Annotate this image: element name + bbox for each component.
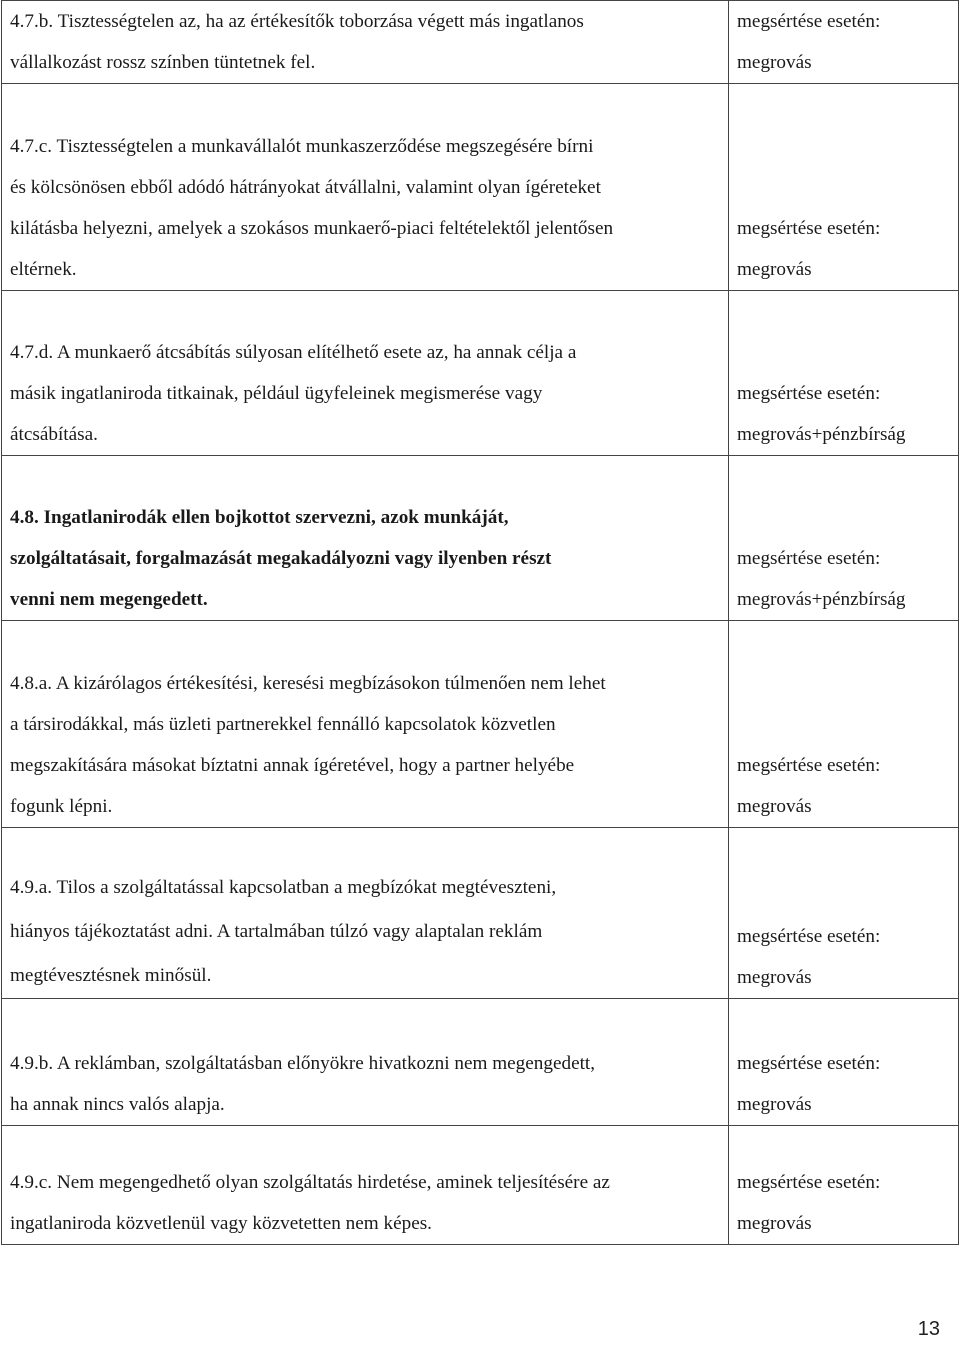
- rule-description: [2, 84, 729, 291]
- rule-text-line: ingatlaniroda közvetlenül vagy közvetetten nem képes.: [10, 1213, 432, 1234]
- rule-text-line: 4.9.a. Tilos a szolgáltatással kapcsolatban a megbízókat megtéveszteni,: [10, 877, 557, 898]
- penalty-value: megrovás: [737, 1213, 812, 1234]
- rule-text-line: kilátásba helyezni, amelyek a szokásos munkaerő-piaci feltételektől jelentősen: [10, 218, 614, 239]
- penalty-value: megrovás+pénzbírság: [737, 424, 906, 445]
- rule-row-4-9-c: [2, 1126, 959, 1245]
- rule-text-line: 4.7.d. A munkaerő átcsábítás súlyosan elítélhető esete az, ha annak célja a: [10, 342, 577, 363]
- rule-description: [2, 621, 729, 828]
- penalty-label: megsértése esetén:: [737, 1053, 881, 1074]
- penalty-label: megsértése esetén:: [737, 1172, 881, 1193]
- penalty-label: megsértése esetén:: [737, 383, 881, 404]
- rule-row-4-7-b: [2, 1, 959, 84]
- rule-description: [2, 1126, 729, 1245]
- penalty-cell: [729, 456, 959, 621]
- rule-text-line: és kölcsönösen ebből adódó hátrányokat átvállalni, valamint olyan ígéreteket: [10, 177, 601, 198]
- rule-text-line: 4.7.b. Tisztességtelen az, ha az értékesítők toborzása végett más ingatlanos: [10, 11, 584, 32]
- rule-row-4-8: [2, 456, 959, 621]
- rule-description: [2, 1, 729, 84]
- rule-row-4-8-a: [2, 621, 959, 828]
- rule-text-line: megtévesztésnek minősül.: [10, 965, 212, 986]
- penalty-label: megsértése esetén:: [737, 11, 881, 32]
- rule-text-line: vállalkozást rossz színben tüntetnek fel.: [10, 52, 316, 73]
- rule-text-line: megszakítására másokat bíztatni annak ígéretével, hogy a partner helyébe: [10, 755, 575, 776]
- rule-text-line: szolgáltatásait, forgalmazását megakadályozni vagy ilyenben részt: [10, 548, 552, 569]
- rule-text-line: venni nem megengedett.: [10, 589, 208, 610]
- penalty-value: megrovás: [737, 967, 812, 988]
- penalty-label: megsértése esetén:: [737, 926, 881, 947]
- rule-text-line: 4.7.c. Tisztességtelen a munkavállalót munkaszerződése megszegésére bírni: [10, 136, 594, 157]
- rule-description: [2, 999, 729, 1126]
- rule-text-line: eltérnek.: [10, 259, 77, 280]
- rule-text-line: 4.8.a. A kizárólagos értékesítési, keresési megbízásokon túlmenően nem lehet: [10, 673, 606, 694]
- rule-text-line: a társirodákkal, más üzleti partnerekkel fennálló kapcsolatok közvetlen: [10, 714, 556, 735]
- penalty-cell: [729, 84, 959, 291]
- penalty-value: megrovás: [737, 259, 812, 280]
- penalty-value: megrovás: [737, 52, 812, 73]
- page-number: 13: [917, 1318, 940, 1340]
- rules-table: [1, 0, 959, 1245]
- penalty-cell: [729, 999, 959, 1126]
- rule-text-line: 4.8. Ingatlanirodák ellen bojkottot szervezni, azok munkáját,: [10, 507, 509, 528]
- penalty-value: megrovás: [737, 1094, 812, 1115]
- penalty-value: megrovás+pénzbírság: [737, 589, 906, 610]
- rule-row-4-9-a: [2, 828, 959, 999]
- rule-text-line: 4.9.b. A reklámban, szolgáltatásban előnyökre hivatkozni nem megengedett,: [10, 1053, 596, 1074]
- rule-text-line: másik ingatlaniroda titkainak, például ügyfeleinek megismerése vagy: [10, 383, 543, 404]
- rule-description: [2, 456, 729, 621]
- rule-row-4-7-c: [2, 84, 959, 291]
- penalty-cell: [729, 1, 959, 84]
- penalty-label: megsértése esetén:: [737, 218, 881, 239]
- rule-description: [2, 291, 729, 456]
- penalty-label: megsértése esetén:: [737, 548, 881, 569]
- rule-text-line: 4.9.c. Nem megengedhető olyan szolgáltatás hirdetése, aminek teljesítésére az: [10, 1172, 610, 1193]
- rule-text-line: hiányos tájékoztatást adni. A tartalmában túlzó vagy alaptalan reklám: [10, 921, 543, 942]
- rule-text-line: átcsábítása.: [10, 424, 98, 445]
- penalty-cell: [729, 1126, 959, 1245]
- penalty-cell: [729, 621, 959, 828]
- rule-row-4-7-d: [2, 291, 959, 456]
- rule-row-4-9-b: [2, 999, 959, 1126]
- rule-description: [2, 828, 729, 999]
- rule-text-line: fogunk lépni.: [10, 796, 113, 817]
- penalty-cell: [729, 828, 959, 999]
- penalty-label: megsértése esetén:: [737, 755, 881, 776]
- penalty-value: megrovás: [737, 796, 812, 817]
- penalty-cell: [729, 291, 959, 456]
- rule-text-line: ha annak nincs valós alapja.: [10, 1094, 225, 1115]
